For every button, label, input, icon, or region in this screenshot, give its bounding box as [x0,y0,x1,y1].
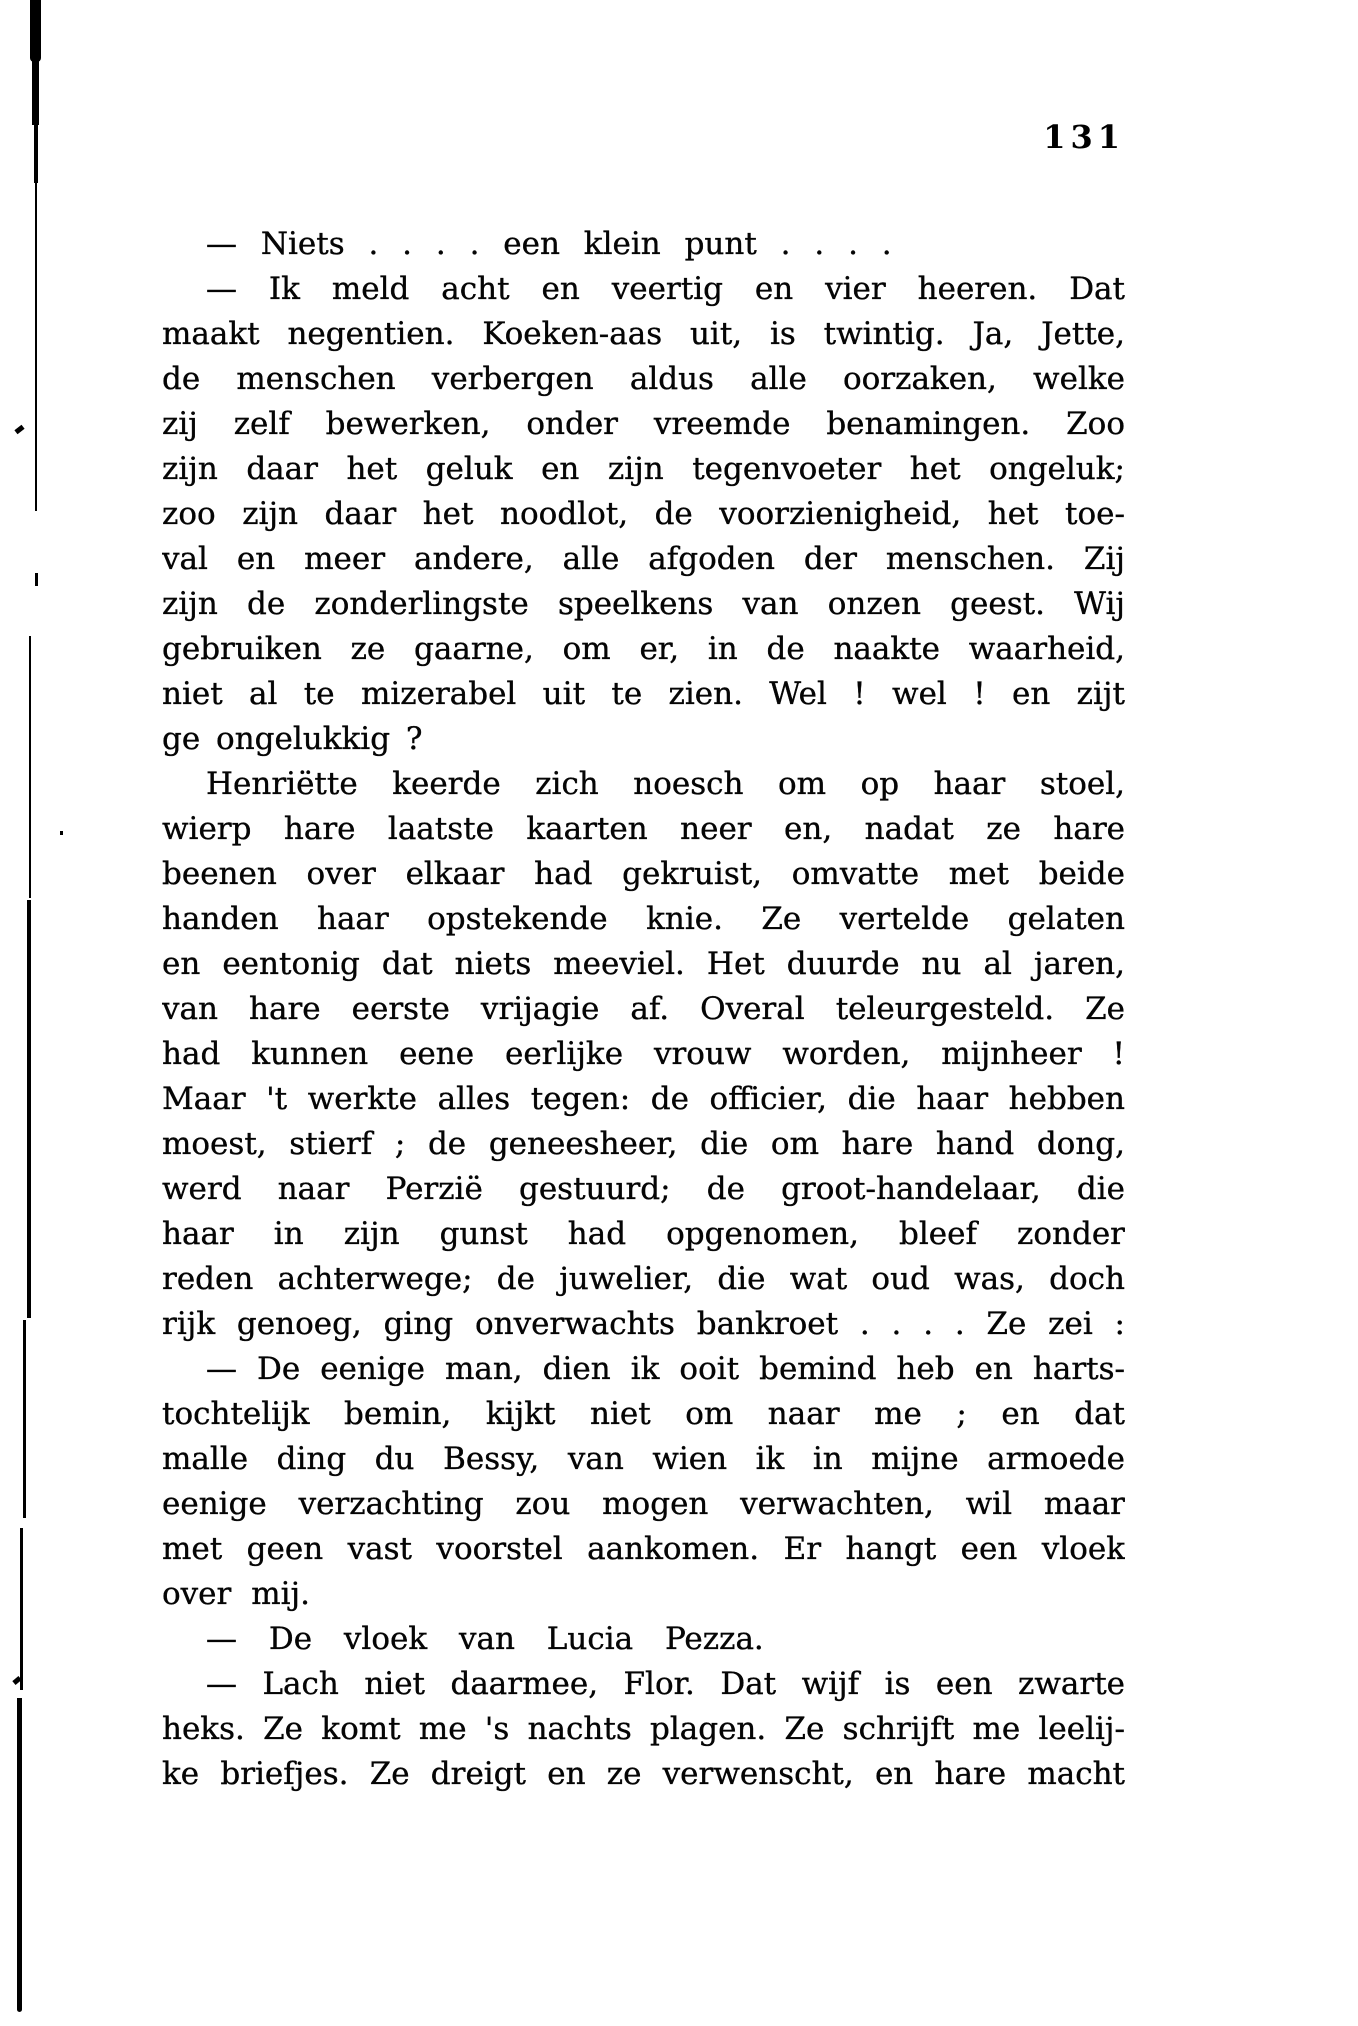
text-line: malle ding du Bessy, van wien ik in mijne armoede [162,1441,1125,1477]
text-line: wierp hare laatste kaarten neer en, nadat ze hare [162,811,1125,847]
text-line: tochtelijk bemin, kijkt niet om naar me ; en dat [162,1396,1125,1432]
text-line: maakt negentien. Koeken-aas uit, is twintig. Ja, Jette, [162,316,1125,352]
text-line: handen haar opstekende knie. Ze vertelde gelaten [162,901,1125,937]
scan-artifact-speck [60,831,63,835]
scan-artifact-line [29,636,31,898]
text-line: en eentonig dat niets meeviel. Het duurde nu al jaren, [162,946,1125,982]
scan-artifact-line [20,1528,23,1690]
text-block [162,222,1125,1797]
scan-artifact-line [35,183,37,511]
text-line: had kunnen eene eerlijke vrouw worden, mijnheer ! [162,1036,1125,1072]
scan-artifact-line [27,900,31,1318]
text-line: eenige verzachting zou mogen verwachten, wil maar [162,1486,1125,1522]
text-line: met geen vast voorstel aankomen. Er hangt een vloek [162,1531,1125,1567]
text-line: — De eenige man, dien ik ooit bemind heb en harts- [206,1351,1125,1387]
text-line: beenen over elkaar had gekruist, omvatte met beide [162,856,1125,892]
text-line: zijn de zonderlingste speelkens van onzen geest. Wij [162,586,1125,622]
text-line: moest, stierf ; de geneesheer, die om hare hand dong, [162,1126,1125,1162]
text-line: — Lach niet daarmee, Flor. Dat wijf is een zwarte [206,1666,1125,1702]
scan-artifact-line [17,1698,22,2012]
text-line: gebruiken ze gaarne, om er, in de naakte waarheid, [162,631,1125,667]
scan-artifact-top-streak [34,115,38,183]
scan-artifact-tick [14,425,24,434]
text-line: zijn daar het geluk en zijn tegenvoeter het ongeluk; [162,451,1125,487]
scan-artifact-line [23,1320,26,1518]
text-line: Henriëtte keerde zich noesch om op haar stoel, [206,766,1125,802]
text-line: Maar 't werkte alles tegen: de officier, die haar hebben [162,1081,1125,1117]
text-line: val en meer andere, alle afgoden der menschen. Zij [162,541,1125,577]
text-line: — De vloek van Lucia Pezza. [206,1621,764,1657]
text-line: rijk genoeg, ging onverwachts bankroet . . . . Ze zei : [162,1306,1125,1342]
text-line: zoo zijn daar het noodlot, de voorzienigheid, het toe- [162,496,1125,532]
text-line: de menschen verbergen aldus alle oorzaken, welke [162,361,1125,397]
text-line: niet al te mizerabel uit te zien. Wel ! wel ! en zijt [162,676,1125,712]
text-line: — Ik meld acht en veertig en vier heeren. Dat [206,271,1125,307]
text-line: werd naar Perzië gestuurd; de groot-handelaar, die [162,1171,1125,1207]
text-line: — Niets . . . . een klein punt . . . . [206,226,892,262]
text-line: reden achterwege; de juwelier, die wat oud was, doch [162,1261,1125,1297]
text-line: ge ongelukkig ? [162,721,423,757]
text-line: van hare eerste vrijagie af. Overal teleurgesteld. Ze [162,991,1125,1027]
text-line: over mij. [162,1576,310,1612]
scan-artifact-top-streak [32,40,39,125]
page-number: 131 [1043,118,1125,156]
text-line: ke briefjes. Ze dreigt en ze verwenscht, en hare macht [162,1756,1125,1792]
text-line: haar in zijn gunst had opgenomen, bleef zonder [162,1216,1125,1252]
scan-artifact-dot [35,573,38,586]
text-line: heks. Ze komt me 's nachts plagen. Ze schrijft me leelij- [162,1711,1125,1747]
text-line: zij zelf bewerken, onder vreemde benamingen. Zoo [162,406,1125,442]
